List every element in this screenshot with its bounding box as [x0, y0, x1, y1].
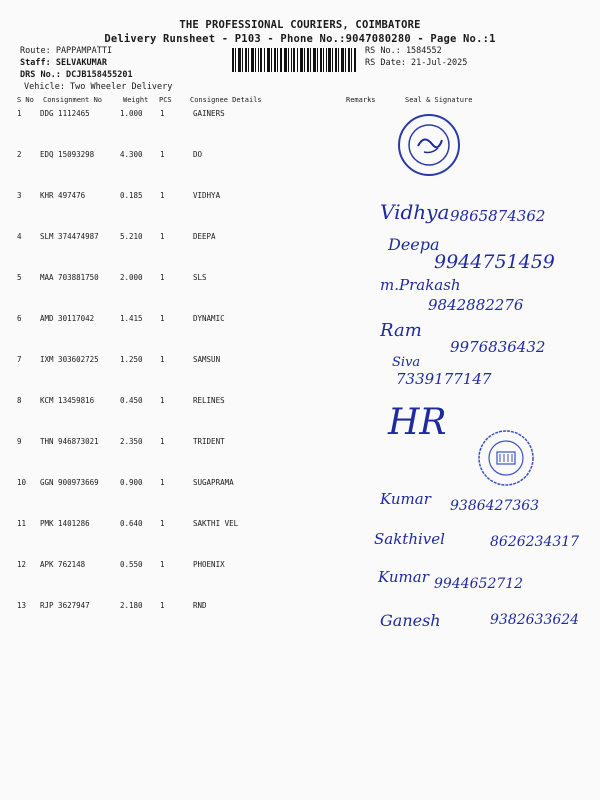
runsheet-title: Delivery Runsheet - P103 - Phone No.:9047080280 - Page No.:1 — [104, 33, 496, 45]
col-consignment: Consignment No — [43, 96, 103, 104]
col-remarks: Remarks — [346, 96, 376, 104]
cell-consignment: KHR 497476 — [40, 191, 86, 200]
table-row — [0, 150, 600, 191]
svg-text:9865874362: 9865874362 — [450, 207, 546, 225]
cell-pcs: 1 — [160, 437, 165, 446]
svg-text:9944751459: 9944751459 — [434, 251, 555, 273]
cell-weight: 0.450 — [120, 396, 143, 405]
cell-weight: 5.210 — [120, 232, 143, 241]
cell-consignment: KCM 13459816 — [40, 396, 95, 405]
svg-text:Kumar: Kumar — [380, 490, 431, 508]
cell-consignee: SLS — [193, 273, 207, 282]
svg-text:Ram: Ram — [380, 320, 422, 341]
svg-text:9842882276: 9842882276 — [428, 296, 524, 314]
table-row — [0, 109, 600, 150]
signature-row-7 — [386, 350, 526, 388]
cell-weight: 2.180 — [120, 601, 143, 610]
rs-number: RS No.: 1584552 — [365, 46, 442, 56]
courier-stamp — [396, 112, 462, 178]
cell-weight: 1.250 — [120, 355, 143, 364]
cell-weight: 2.350 — [120, 437, 143, 446]
cell-consignee: DEEPA — [193, 232, 216, 241]
cell-sno: 10 — [17, 478, 27, 487]
signature-row-8 — [384, 394, 474, 444]
cell-sno: 1 — [17, 109, 22, 118]
col-pcs: PCS — [159, 96, 172, 104]
svg-text:9944652712: 9944652712 — [434, 576, 524, 592]
svg-text:m.Prakash: m.Prakash — [380, 276, 461, 294]
cell-consignee: SAMSUN — [193, 355, 221, 364]
cell-pcs: 1 — [160, 478, 165, 487]
svg-text:9382633624: 9382633624 — [490, 612, 580, 628]
cell-weight: 0.900 — [120, 478, 143, 487]
cell-sno: 5 — [17, 273, 22, 282]
cell-sno: 3 — [17, 191, 22, 200]
cell-weight: 2.000 — [120, 273, 143, 282]
cell-consignee: GAINERS — [193, 109, 225, 118]
cell-consignee: TRIDENT — [193, 437, 225, 446]
col-seal-signature: Seal & Signature — [405, 96, 473, 104]
svg-text:7339177147: 7339177147 — [396, 370, 492, 388]
svg-text:8626234317: 8626234317 — [490, 534, 580, 550]
cell-sno: 12 — [17, 560, 27, 569]
cell-consignee: DYNAMIC — [193, 314, 225, 323]
cell-consignee: SUGAPRAMA — [193, 478, 234, 487]
cell-pcs: 1 — [160, 191, 165, 200]
cell-pcs: 1 — [160, 109, 165, 118]
svg-text:Deepa: Deepa — [388, 235, 440, 254]
cell-consignment: IXM 303602725 — [40, 355, 99, 364]
cell-consignee: RELINES — [193, 396, 225, 405]
company-seal — [476, 428, 536, 488]
cell-weight: 1.000 — [120, 109, 143, 118]
cell-consignee: PHOENIX — [193, 560, 225, 569]
cell-consignment: PMK 1401286 — [40, 519, 90, 528]
cell-weight: 1.415 — [120, 314, 143, 323]
cell-pcs: 1 — [160, 396, 165, 405]
rs-date: RS Date: 21-Jul-2025 — [365, 58, 468, 68]
cell-weight: 0.185 — [120, 191, 143, 200]
cell-pcs: 1 — [160, 232, 165, 241]
cell-consignment: RJP 3627947 — [40, 601, 90, 610]
cell-consignee: RND — [193, 601, 207, 610]
svg-text:Ganesh: Ganesh — [380, 611, 441, 630]
cell-pcs: 1 — [160, 601, 165, 610]
cell-pcs: 1 — [160, 314, 165, 323]
svg-text:9976836432: 9976836432 — [450, 338, 546, 356]
col-sno: S No — [17, 96, 34, 104]
svg-text:Siva: Siva — [392, 355, 421, 370]
cell-consignment: GGN 900973669 — [40, 478, 99, 487]
cell-consignment: MAA 703881750 — [40, 273, 99, 282]
cell-consignment: APK 762148 — [40, 560, 86, 569]
cell-sno: 8 — [17, 396, 22, 405]
cell-weight: 4.300 — [120, 150, 143, 159]
cell-sno: 9 — [17, 437, 22, 446]
cell-consignee: DO — [193, 150, 203, 159]
cell-sno: 4 — [17, 232, 22, 241]
cell-weight: 0.550 — [120, 560, 143, 569]
cell-pcs: 1 — [160, 355, 165, 364]
svg-text:HR: HR — [388, 402, 447, 443]
cell-consignment: SLM 374474987 — [40, 232, 99, 241]
signature-row-13 — [380, 600, 590, 640]
cell-consignee: VIDHYA — [193, 191, 221, 200]
cell-pcs: 1 — [160, 519, 165, 528]
cell-consignee: SAKTHI VEL — [193, 519, 239, 528]
vehicle-label: Vehicle: Two Wheeler Delivery — [24, 82, 173, 92]
cell-sno: 7 — [17, 355, 22, 364]
route-label: Route: PAPPAMPATTI — [20, 46, 113, 56]
svg-text:Vidhya: Vidhya — [380, 200, 450, 224]
col-consignee: Consignee Details — [190, 96, 262, 104]
cell-sno: 6 — [17, 314, 22, 323]
signature-row-4 — [388, 230, 588, 274]
signature-row-10 — [380, 484, 580, 518]
company-title: THE PROFESSIONAL COURIERS, COIMBATORE — [179, 19, 421, 31]
cell-sno: 13 — [17, 601, 27, 610]
col-weight: Weight — [123, 96, 149, 104]
signature-row-11 — [374, 522, 584, 558]
drs-number: DRS No.: DCJB158455201 — [20, 70, 133, 80]
svg-text:Kumar: Kumar — [378, 568, 429, 586]
staff-label: Staff: SELVAKUMAR — [20, 58, 107, 68]
cell-sno: 2 — [17, 150, 22, 159]
cell-consignment: DDG 1112465 — [40, 109, 90, 118]
cell-pcs: 1 — [160, 150, 165, 159]
svg-text:Sakthivel: Sakthivel — [374, 530, 445, 548]
cell-pcs: 1 — [160, 273, 165, 282]
signature-row-3 — [380, 195, 580, 229]
cell-sno: 11 — [17, 519, 27, 528]
signature-row-12 — [378, 562, 578, 596]
cell-consignment: AMD 30117042 — [40, 314, 95, 323]
cell-pcs: 1 — [160, 560, 165, 569]
svg-text:9386427363: 9386427363 — [450, 498, 540, 514]
cell-consignment: THN 946873021 — [40, 437, 99, 446]
cell-consignment: EDQ 15093298 — [40, 150, 95, 159]
barcode — [232, 48, 356, 72]
signature-row-5 — [380, 272, 580, 316]
cell-weight: 0.640 — [120, 519, 143, 528]
